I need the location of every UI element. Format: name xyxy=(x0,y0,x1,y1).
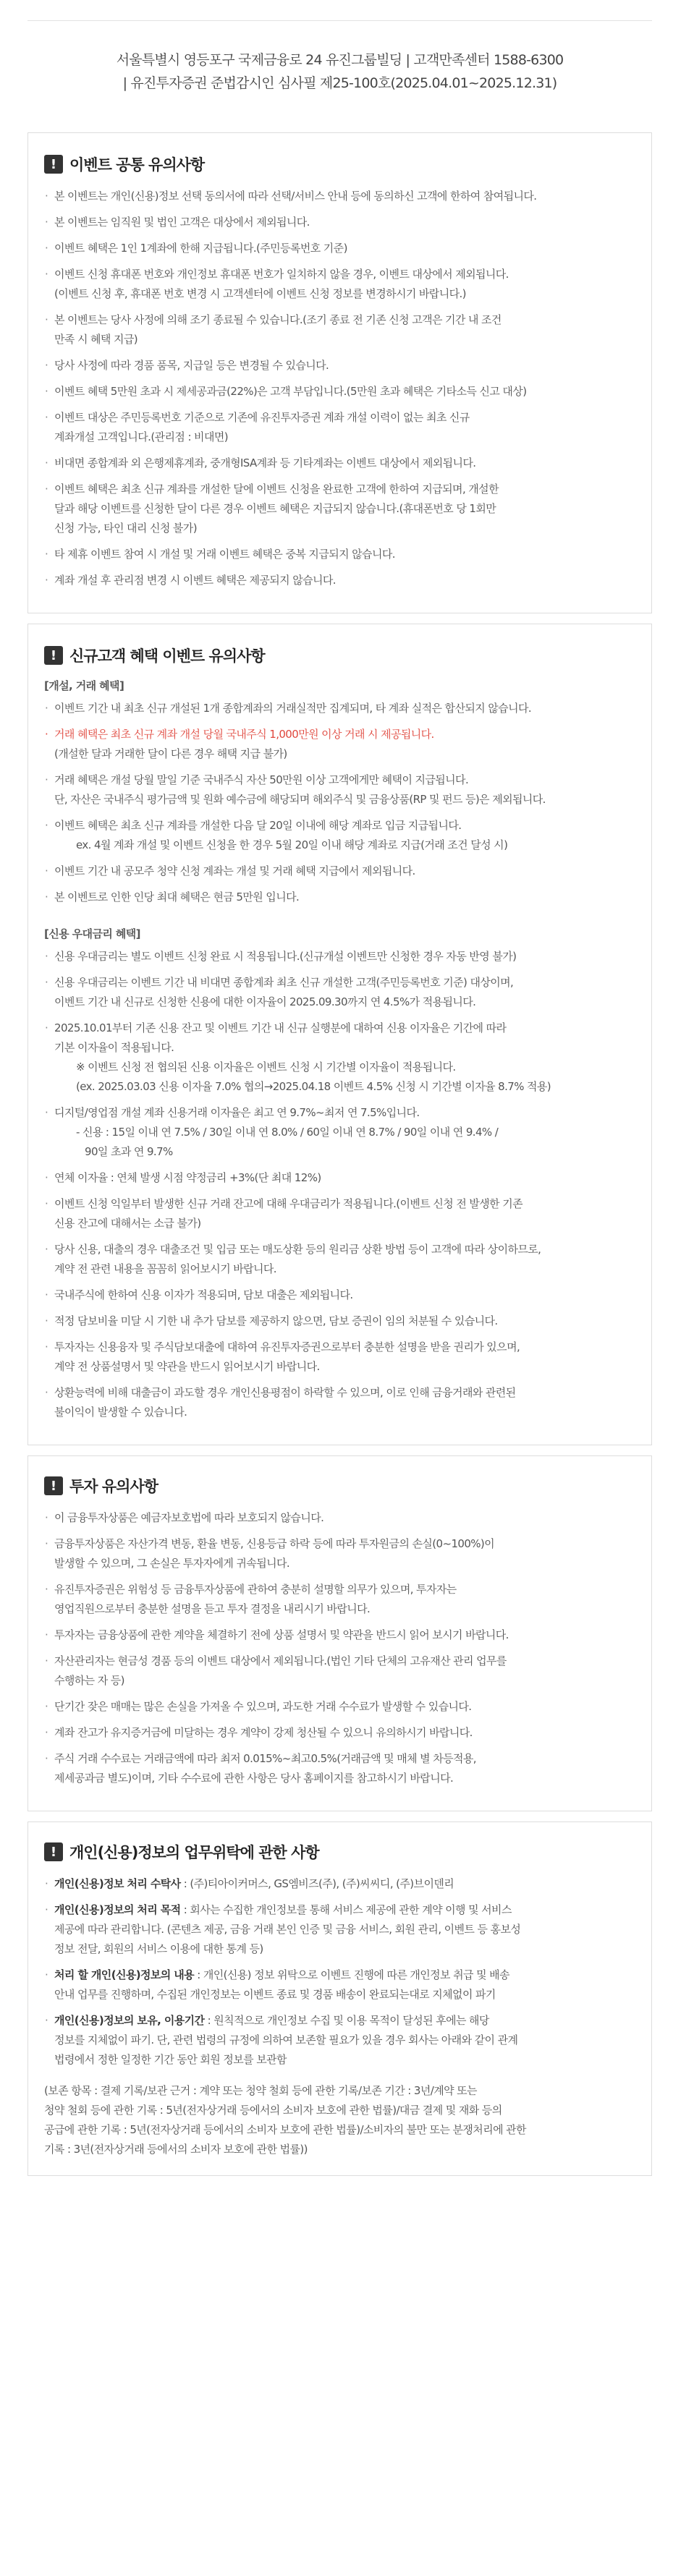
notice-page xyxy=(0,20,694,2176)
notice-item xyxy=(44,1749,635,1788)
exclamation-icon: ! xyxy=(44,646,63,665)
notice-text: · 단기간 잦은 매매는 많은 손실을 가져올 수 있으며, 과도한 거래 수수료가 발생할 수 있습니다. xyxy=(54,1700,472,1713)
notice-item xyxy=(44,1652,635,1691)
notice-text: · 연체 이자율 : 연체 발생 시점 약정금리 +3%(단 최대 12%) xyxy=(54,1171,321,1184)
notice-text: · 이벤트 혜택은 최초 신규 계좌를 개설한 달에 이벤트 신청을 완료한 고객에 한하여 지급되며, 개설한 xyxy=(54,483,499,496)
credit-rate-benefit-list xyxy=(44,947,635,1422)
notice-item xyxy=(44,1194,635,1233)
notice-item xyxy=(44,816,635,855)
notice-text: · 이벤트 신청 익일부터 발생한 신규 거래 잔고에 대해 우대금리가 적용됩니다.(이벤트 신청 전 발생한 기존 xyxy=(54,1197,522,1210)
retention-text: 공급에 관한 기록 : 5년(전자상거래 등에서의 소비자 보호에 관한 법률)/소비자의 불만 또는 분쟁처리에 관한 xyxy=(44,2123,526,2136)
notice-item xyxy=(44,356,635,375)
account-trade-benefit-heading: [개설, 거래 혜택] xyxy=(44,679,124,692)
notice-item xyxy=(44,1019,635,1097)
notice-text: · 2025.10.01부터 기존 신용 잔고 및 이벤트 기간 내 신규 실행분에 대하여 신용 이자율은 기간에 따라 xyxy=(54,1021,507,1034)
notice-item xyxy=(44,187,635,206)
notice-item xyxy=(44,1240,635,1279)
notice-text: 계약 전 상품설명서 및 약관을 반드시 읽어보시기 바랍니다. xyxy=(54,1360,320,1373)
notice-item xyxy=(44,408,635,447)
retention-text: 청약 철회 등에 관한 기록 : 5년(전자상거래 등에서의 소비자 보호에 관한 법률)/대금 결제 및 재화 등의 xyxy=(44,2104,502,2117)
privacy-text: 제공에 따라 관리합니다. (콘텐츠 제공, 금융 거래 본인 인증 및 금융 서비스, 회원 관리, 이벤트 등 홍보성 xyxy=(54,1923,521,1936)
notice-text: · 거래 혜택은 개설 당월 말일 기준 국내주식 자산 50만원 이상 고객에게만 혜택이 지급됩니다. xyxy=(54,773,469,786)
notice-note: (개설한 달과 거래한 달이 다른 경우 해택 지급 불가) xyxy=(54,747,287,760)
common-notice-title: 이벤트 공통 유의사항 xyxy=(69,156,205,174)
notice-text: 달과 해당 이벤트를 신청한 달이 다른 경우 이벤트 혜택은 지급되지 않습니다.(휴대폰번호 당 1회만 xyxy=(54,502,496,515)
privacy-notice-title: 개인(신용)정보의 업무위탁에 관한 사항 xyxy=(69,1844,319,1861)
notice-text: · 투자자는 금융상품에 관한 계약을 체결하기 전에 상품 설명서 및 약관을 반드시 읽어 보시기 바랍니다. xyxy=(54,1628,509,1641)
notice-item xyxy=(44,973,635,1012)
notice-item xyxy=(44,1383,635,1422)
privacy-label: 개인(신용)정보의 보유, 이용기간 xyxy=(54,2014,205,2027)
notice-text: · 당사 사정에 따라 경품 품목, 지급일 등은 변경될 수 있습니다. xyxy=(54,359,329,372)
notice-text: · 이벤트 혜택은 최초 신규 계좌를 개설한 다음 달 20일 이내에 해당 계좌로 입금 지급됩니다. xyxy=(54,819,462,832)
notice-item xyxy=(44,947,635,966)
privacy-item xyxy=(44,1965,635,2005)
notice-text: (이벤트 신청 후, 휴대폰 번호 변경 시 고객센터에 이벤트 신청 정보를 변경하시기 바랍니다.) xyxy=(54,287,466,300)
invest-notice-title: 투자 유의사항 xyxy=(69,1478,158,1495)
notice-item xyxy=(44,571,635,590)
notice-text: · 이벤트 기간 내 최초 신규 개설된 1개 종합계좌의 거래실적만 집계되며, 타 계좌 실적은 합산되지 않습니다. xyxy=(54,702,532,715)
notice-text: · 유진투자증권은 위험성 등 금융투자상품에 관하여 충분히 설명할 의무가 있으며, 투자자는 xyxy=(54,1583,457,1596)
notice-text: · 이벤트 기간 내 공모주 청약 신청 계좌는 개설 및 거래 혜택 지급에서 제외됩니다. xyxy=(54,864,415,877)
privacy-text: 안내 업무를 진행하며, 수집된 개인정보는 이벤트 종료 및 경품 배송이 완료되는대로 지체없이 파기 xyxy=(54,1988,496,2001)
notice-text: · 자산관리자는 현금성 경품 등의 이벤트 대상에서 제외됩니다.(법인 기타 단체의 고유재산 관리 업무를 xyxy=(54,1654,507,1667)
notice-item xyxy=(44,1312,635,1331)
notice-text: · 이 금융투자상품은 예금자보호법에 따라 보호되지 않습니다. xyxy=(54,1511,324,1524)
privacy-item xyxy=(44,2011,635,2070)
privacy-text: : 회사는 수집한 개인정보를 통해 서비스 제공에 관한 계약 이행 및 서비스 xyxy=(180,1903,512,1916)
notice-text: · 당사 신용, 대출의 경우 대출조건 및 입금 또는 매도상환 등의 원리금 상환 방법 등이 고객에 따라 상이하므로, xyxy=(54,1243,541,1256)
notice-text: · 신용 우대금리는 별도 이벤트 신청 완료 시 적용됩니다.(신규개설 이벤트만 신청한 경우 자동 반영 불가) xyxy=(54,950,517,963)
notice-text: · 계좌 개설 후 관리점 변경 시 이벤트 혜택은 제공되지 않습니다. xyxy=(54,574,336,587)
newcust-notice-header xyxy=(44,645,635,666)
company-info xyxy=(27,21,652,132)
retention-text: (보존 항목 : 결제 기록/보관 근거 : 계약 또는 청약 철회 등에 관한 기록/보존 기간 : 3년/계약 또는 xyxy=(44,2084,477,2097)
notice-text: · 이벤트 대상은 주민등록번호 기준으로 기존에 유진투자증권 계좌 개설 이력이 없는 최초 신규 xyxy=(54,411,470,424)
notice-item xyxy=(44,239,635,258)
notice-text: 제세공과금 별도)이며, 기타 수수료에 관한 사항은 당사 홈페이지를 참고하시기 바랍니다. xyxy=(54,1772,454,1785)
notice-item xyxy=(44,888,635,907)
privacy-notice-section xyxy=(27,1822,652,2176)
notice-item xyxy=(44,770,635,809)
notice-text: 신청 가능, 타인 대리 신청 불가) xyxy=(54,522,197,535)
notice-text: 이벤트 기간 내 신규로 신청한 신용에 대한 이자율이 2025.09.30까지 연 4.5%가 적용됩니다. xyxy=(54,995,476,1008)
retention-details xyxy=(44,2081,635,2159)
notice-text: 불이익이 발생할 수 있습니다. xyxy=(54,1406,187,1419)
privacy-label: 처리 할 개인(신용)정보의 내용 xyxy=(54,1968,195,1981)
notice-text: 영업직원으로부터 충분한 설명을 듣고 투자 결정을 내리시기 바랍니다. xyxy=(54,1602,371,1615)
privacy-label: 개인(신용)정보 처리 수탁사 xyxy=(54,1877,181,1890)
privacy-text: : 개인(신용) 정보 위탁으로 이벤트 진행에 따른 개인정보 취급 및 배송 xyxy=(194,1968,509,1981)
notice-note: (ex. 2025.03.03 신용 이자율 7.0% 협의→2025.04.18 이벤트 4.5% 신청 시 기간별 이자율 8.7% 적용) xyxy=(76,1080,551,1093)
notice-item xyxy=(44,1103,635,1162)
notice-text: · 투자자는 신용융자 및 주식담보대출에 대하여 유진투자증권으로부터 충분한 설명을 받을 권리가 있으며, xyxy=(54,1340,520,1353)
notice-text: · 국내주식에 한하여 신용 이자가 적용되며, 담보 대출은 제외됩니다. xyxy=(54,1288,353,1301)
notice-text: 신용 잔고에 대해서는 소급 불가) xyxy=(54,1217,201,1230)
exclamation-icon: ! xyxy=(44,1476,63,1495)
notice-text: · 거래 혜택은 최초 신규 계좌 개설 당월 국내주식 1,000만원 이상 거래 시 제공됩니다. xyxy=(54,728,434,741)
notice-item xyxy=(44,265,635,304)
notice-item xyxy=(44,1168,635,1188)
notice-text: · 이벤트 신청 휴대폰 번호와 개인정보 휴대폰 번호가 일치하지 않을 경우, 이벤트 대상에서 제외됩니다. xyxy=(54,268,509,281)
privacy-text: : 원칙적으로 개인정보 수집 및 이용 목적이 달성된 후에는 해당 xyxy=(204,2014,489,2027)
privacy-text: : (주)티아이커머스, GS엠비즈(주), (주)씨씨디, (주)브이덴리 xyxy=(180,1877,454,1890)
notice-item xyxy=(44,382,635,401)
company-address: 서울특별시 영등포구 국제금융로 24 유진그룹빌딩 | 고객만족센터 1588-6300 xyxy=(116,52,564,68)
exclamation-icon: ! xyxy=(44,155,63,174)
notice-text: · 신용 우대금리는 이벤트 기간 내 비대면 종합계좌 최초 신규 개설한 고객(주민등록번호 기준) 대상이며, xyxy=(54,976,514,989)
notice-text: · 본 이벤트는 개인(신용)정보 선택 동의서에 따라 선택/서비스 안내 등에 동의하신 고객에 한하여 참여됩니다. xyxy=(54,190,537,203)
notice-rate-detail: 90일 초과 연 9.7% xyxy=(85,1145,173,1158)
notice-text: · 주식 거래 수수료는 거래금액에 따라 최저 0.015%~최고0.5%(거래금액 및 매체 별 차등적용, xyxy=(54,1752,476,1765)
common-notice-list xyxy=(44,187,635,590)
notice-item xyxy=(44,310,635,349)
privacy-line xyxy=(54,2011,635,2031)
invest-notice-section xyxy=(27,1455,652,1811)
notice-text: 단, 자산은 국내주식 평가금액 및 원화 예수금에 해당되며 해외주식 및 금융상품(RP 및 펀드 등)은 제외됩니다. xyxy=(54,793,546,806)
privacy-text: 정보 전달, 회원의 서비스 이용에 대한 통계 등) xyxy=(54,1942,263,1955)
privacy-line xyxy=(54,1965,635,1985)
notice-item xyxy=(44,862,635,881)
notice-item xyxy=(44,480,635,538)
privacy-text: 법령에서 정한 일정한 기간 동안 회원 정보를 보관함 xyxy=(54,2053,287,2066)
company-license: | 유진투자증권 준법감시인 심사필 제25-100호(2025.04.01~2025.12.31) xyxy=(122,75,557,91)
notice-text: · 적정 담보비율 미달 시 기한 내 추가 담보를 제공하지 않으면, 담보 증권이 임의 처분될 수 있습니다. xyxy=(54,1314,498,1327)
notice-text: · 비대면 종합계좌 외 은행제휴계좌, 중개형ISA계좌 등 기타계좌는 이벤트 대상에서 제외됩니다. xyxy=(54,456,476,469)
notice-item xyxy=(44,1285,635,1305)
notice-text: · 계좌 잔고가 유지증거금에 미달하는 경우 계약이 강제 청산될 수 있으니 유의하시기 바랍니다. xyxy=(54,1726,473,1739)
notice-item xyxy=(44,699,635,718)
notice-text: · 상환능력에 비해 대출금이 과도할 경우 개인신용평점이 하락할 수 있으며, 이로 인해 금융거래와 관련된 xyxy=(54,1386,516,1399)
notice-text: 계좌개설 고객입니다.(관리점 : 비대면) xyxy=(54,430,228,443)
notice-rate-detail: - 신용 : 15일 이내 연 7.5% / 30일 이내 연 8.0% / 60일 이내 연 8.7% / 90일 이내 연 9.4% / xyxy=(76,1126,499,1139)
notice-item xyxy=(44,1338,635,1377)
privacy-line xyxy=(54,1874,635,1894)
notice-text: 기본 이자율이 적용됩니다. xyxy=(54,1041,174,1054)
invest-notice-list xyxy=(44,1508,635,1788)
notice-text: · 이벤트 혜택은 1인 1계좌에 한해 지급됩니다.(주민등록번호 기준) xyxy=(54,242,347,255)
newcust-notice-title: 신규고객 혜택 이벤트 유의사항 xyxy=(69,647,265,665)
privacy-notice-list xyxy=(44,1874,635,2070)
privacy-text: 정보를 지체없이 파기. 단, 관련 법령의 규정에 의하여 보존할 필요가 있을 경우 회사는 아래와 같이 관계 xyxy=(54,2033,518,2046)
notice-text: 만족 시 혜택 지급) xyxy=(54,333,137,346)
notice-text: 계약 전 관련 내용을 꼼꼼히 읽어보시기 바랍니다. xyxy=(54,1262,276,1275)
notice-text: · 본 이벤트는 임직원 및 법인 고객은 대상에서 제외됩니다. xyxy=(54,216,310,229)
notice-item xyxy=(44,545,635,564)
exclamation-icon: ! xyxy=(44,1842,63,1861)
common-notice-header xyxy=(44,153,635,175)
notice-text: 발생할 수 있으며, 그 손실은 투자자에게 귀속됩니다. xyxy=(54,1557,290,1570)
privacy-line xyxy=(54,1900,635,1920)
notice-text: · 본 이벤트는 당사 사정에 의해 조기 종료될 수 있습니다.(조기 종료 전 기존 신청 고객은 기간 내 조건 xyxy=(54,313,502,326)
invest-notice-header xyxy=(44,1475,635,1497)
retention-text: 기록 : 3년(전자상거래 등에서의 소비자 보호에 관한 법률)) xyxy=(44,2143,308,2156)
common-notice-section xyxy=(27,132,652,613)
notice-item xyxy=(44,1723,635,1743)
notice-text: 수행하는 자 등) xyxy=(54,1674,124,1687)
notice-item xyxy=(44,213,635,232)
account-trade-benefit-list xyxy=(44,699,635,907)
notice-text: · 본 이벤트로 인한 인당 최대 혜택은 현금 5만원 입니다. xyxy=(54,890,300,904)
notice-item xyxy=(44,1697,635,1717)
privacy-item xyxy=(44,1874,635,1894)
notice-item xyxy=(44,1534,635,1573)
notice-text: · 이벤트 혜택 5만원 초과 시 제세공과금(22%)은 고객 부담입니다.(5만원 초과 혜택은 기타소득 신고 대상) xyxy=(54,385,527,398)
notice-item xyxy=(44,1625,635,1645)
notice-item xyxy=(44,1508,635,1528)
notice-item xyxy=(44,1580,635,1619)
newcust-notice-section xyxy=(27,624,652,1445)
notice-example: ex. 4월 계좌 개설 및 이벤트 신청을 한 경우 5월 20일 이내 해당 계좌로 지급(거래 조건 달성 시) xyxy=(76,838,508,851)
privacy-label: 개인(신용)정보의 처리 목적 xyxy=(54,1903,181,1916)
privacy-notice-header xyxy=(44,1841,635,1863)
notice-note: ※ 이벤트 신청 전 협의된 신용 이자율은 이벤트 신청 시 기간별 이자율이 적용됩니다. xyxy=(76,1060,456,1074)
notice-text: · 타 제휴 이벤트 참여 시 개설 및 거래 이벤트 혜택은 중복 지급되지 않습니다. xyxy=(54,548,395,561)
privacy-item xyxy=(44,1900,635,1959)
notice-item xyxy=(44,454,635,473)
notice-item xyxy=(44,725,635,764)
notice-text: · 디지털/영업점 개설 계좌 신용거래 이자율은 최고 연 9.7%~최저 연 7.5%입니다. xyxy=(54,1106,420,1119)
credit-rate-benefit-heading: [신용 우대금리 혜택] xyxy=(44,927,140,940)
notice-text: · 금융투자상품은 자산가격 변동, 환율 변동, 신용등급 하락 등에 따라 투자원금의 손실(0~100%)이 xyxy=(54,1537,495,1550)
